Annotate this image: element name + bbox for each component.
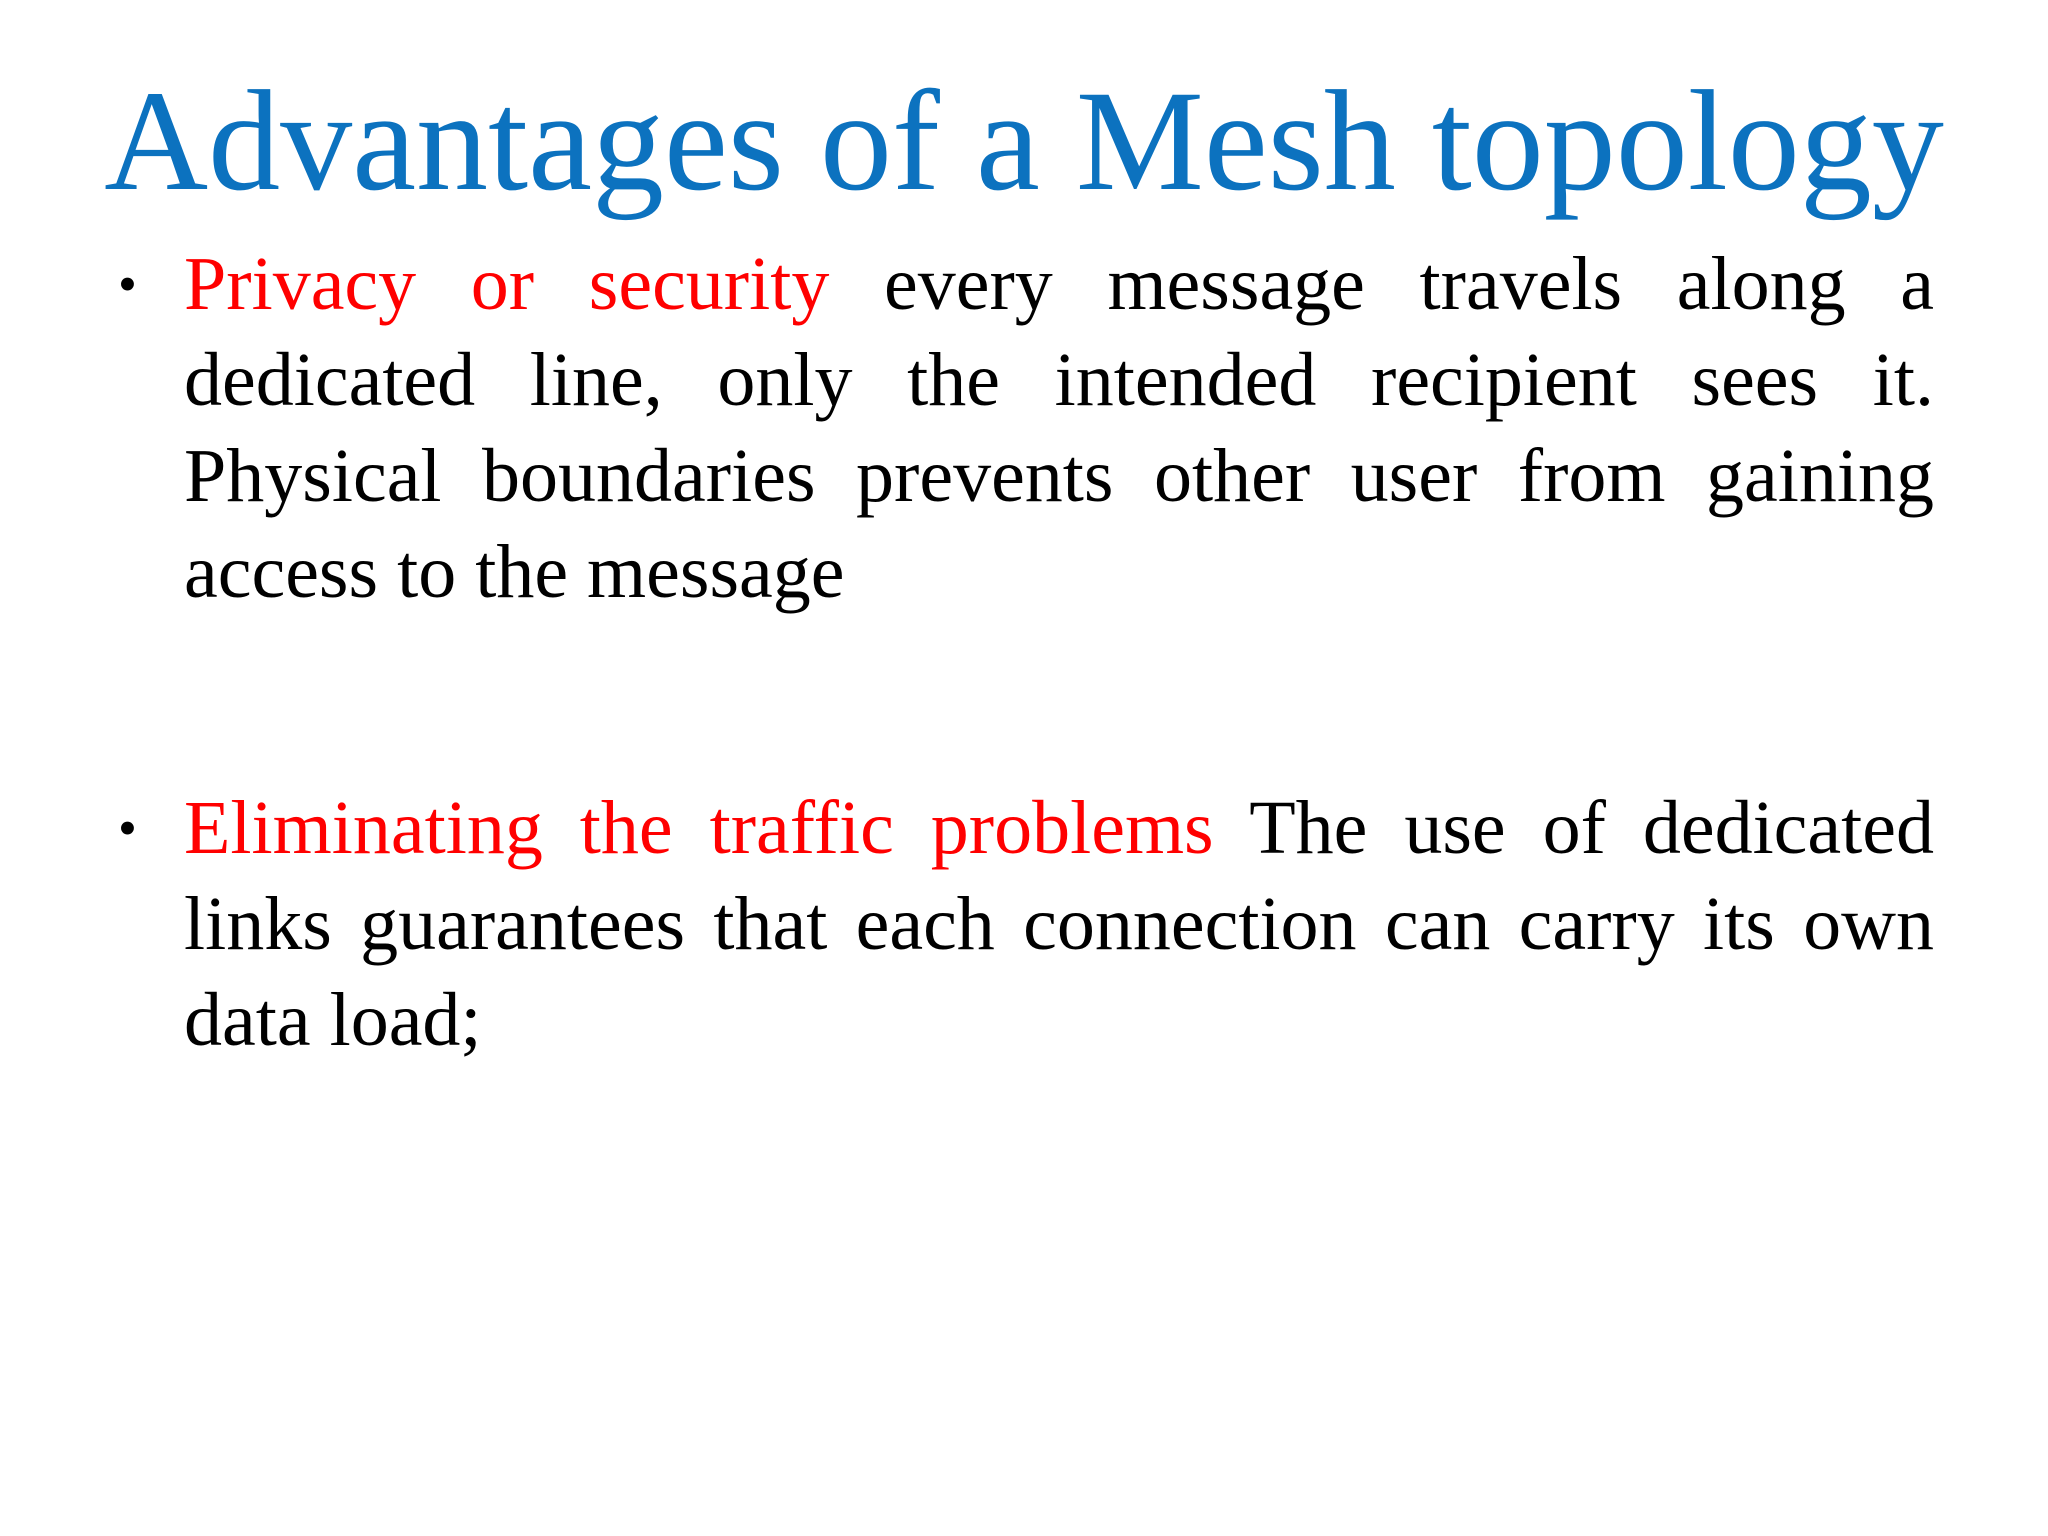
bullet-text: The use of dedicated links guarantees that each connection can carry its own data load; bbox=[184, 786, 1934, 1062]
bullet-list bbox=[118, 236, 1935, 1068]
bullet-keyword: Eliminating the traffic problems bbox=[184, 786, 1214, 870]
bullet-item-privacy bbox=[118, 236, 1935, 620]
bullet-dot-icon: • bbox=[118, 798, 137, 858]
bullet-dot-icon: • bbox=[118, 254, 137, 314]
slide-title: Advantages of a Mesh topology bbox=[104, 62, 1944, 221]
bullet-item-traffic bbox=[118, 780, 1934, 1068]
bullet-text: every message travels along a dedicated line, only the intended recipient sees it. Physical boundaries prevents other user from gaining access to the message bbox=[184, 242, 1935, 614]
bullet-keyword: Privacy or security bbox=[184, 242, 830, 326]
